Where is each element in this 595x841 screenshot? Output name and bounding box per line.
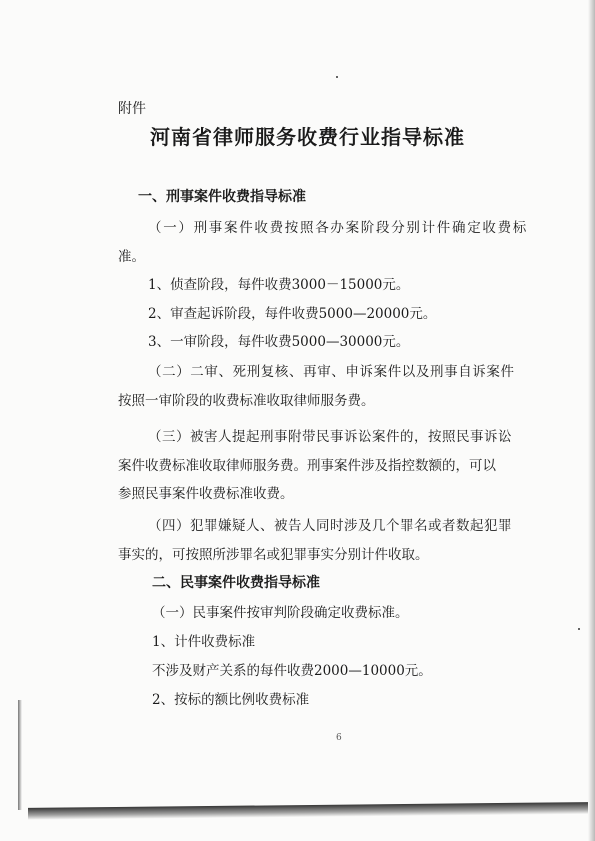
paragraph-line: （一）民事案件按审判阶段确定收费标准。: [152, 605, 409, 621]
scan-speck: [336, 76, 338, 78]
paragraph-line: 参照民事案件收费标准收费。: [118, 486, 294, 502]
paragraph-line: 事实的，可按照所涉罪名或犯罪事实分别计件收取。: [118, 547, 429, 563]
paragraph-line: （二）二审、死刑复核、再审、申诉案件以及刑事自诉案件: [148, 364, 515, 380]
paragraph-line: （四）犯罪嫌疑人、被告人同时涉及几个罪名或者数起犯罪: [148, 518, 512, 534]
paragraph-line: （一）刑事案件收费按照各办案阶段分别计件确定收费标: [148, 220, 528, 236]
section-heading-civil: 二、民事案件收费指导标准: [152, 575, 320, 591]
scan-speck: [578, 628, 580, 630]
paragraph-line: 按照一审阶段的收费标准收取律师服务费。: [118, 393, 375, 409]
list-item: 1、侦查阶段，每件收费3000－15000元。: [148, 277, 410, 293]
scan-bottom-edge: [28, 802, 588, 820]
document-title: 河南省律师服务收费行业指导标准: [150, 125, 465, 149]
paragraph-line: 案件收费标准收取律师服务费。刑事案件涉及指控数额的，可以: [118, 458, 496, 474]
section-heading-criminal: 一、刑事案件收费指导标准: [138, 189, 306, 205]
attachment-label: 附件: [118, 101, 146, 117]
page-number: 6: [336, 733, 342, 743]
list-item: 2、按标的额比例收费标准: [152, 692, 310, 708]
list-item: 2、审查起诉阶段，每件收费5000—20000元。: [148, 306, 437, 322]
paragraph-line: （三）被害人提起刑事附带民事诉讼案件的，按照民事诉讼: [148, 429, 512, 445]
list-item: 3、一审阶段，每件收费5000—30000元。: [148, 334, 410, 350]
list-item: 1、计件收费标准: [152, 634, 256, 650]
paragraph-line: 准。: [118, 249, 145, 265]
paragraph-line: 不涉及财产关系的每件收费2000—10000元。: [152, 663, 432, 679]
scan-edge-shadow-left: [18, 700, 22, 810]
